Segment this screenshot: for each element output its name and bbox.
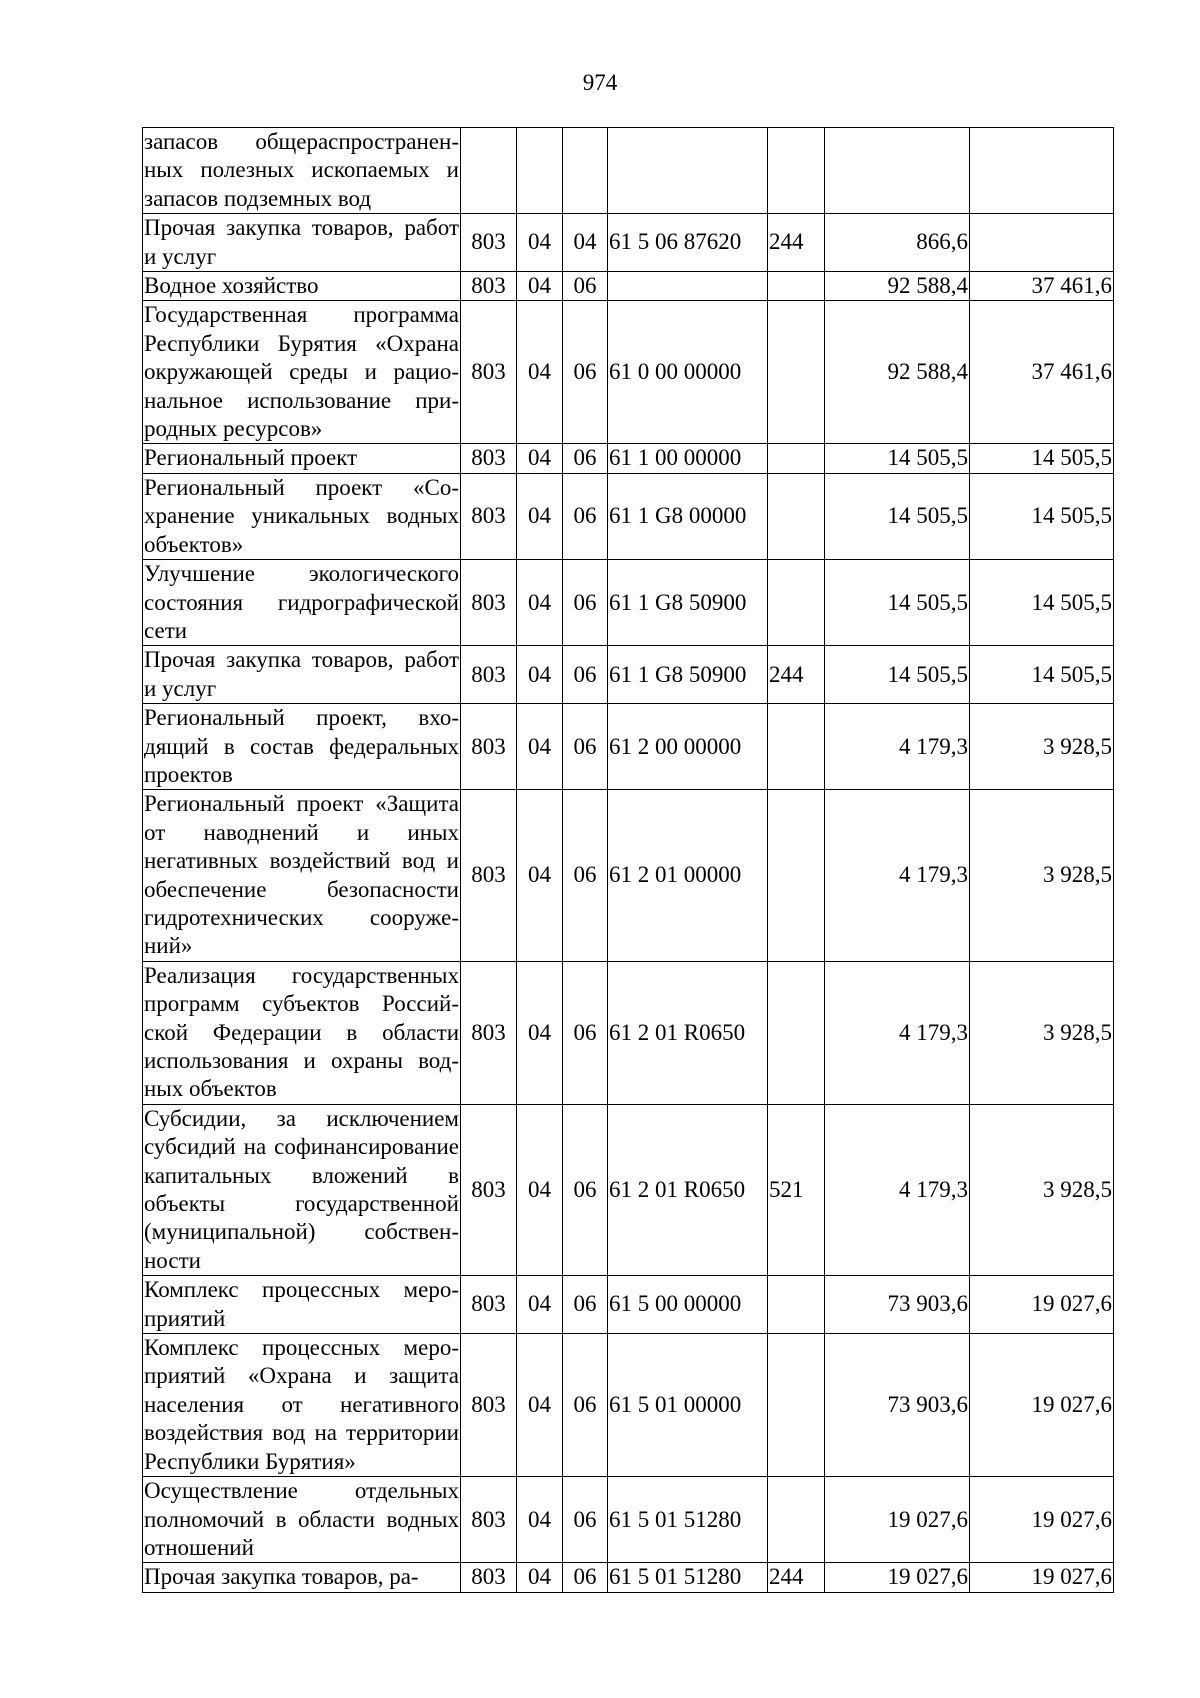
table-row [143,301,1114,444]
table-row [143,704,1114,790]
row-name: Комплекс процессных мероприятий «Охрана и защита населения от негативного воздействия вод на территории Республики Бурятия» [143,1334,461,1477]
row-vr [768,128,825,214]
row-sum-1: 4 179,3 [825,790,970,961]
row-pr [563,128,608,214]
row-rz: 04 [517,1276,563,1334]
table-row [143,1334,1114,1477]
row-sum-1: 14 505,5 [825,473,970,559]
row-sum-2 [970,128,1114,214]
row-sum-2: 14 505,5 [970,560,1114,646]
row-rz: 04 [517,272,563,301]
table-row [143,1104,1114,1275]
row-sum-2: 14 505,5 [970,444,1114,473]
row-pr: 04 [563,214,608,272]
table-row [143,560,1114,646]
row-gr: 803 [461,704,517,790]
row-gr: 803 [461,301,517,444]
row-sum-2: 19 027,6 [970,1477,1114,1563]
row-vr [768,1477,825,1563]
row-sum-1: 4 179,3 [825,704,970,790]
row-pr: 06 [563,272,608,301]
row-name: Региональный проект «Защита от наводнений и иных негативных воздействий вод и обеспечение безопасности гидротехнических сооружений» [143,790,461,961]
row-rz: 04 [517,301,563,444]
table-row [143,444,1114,473]
row-csr: 61 5 01 51280 [608,1563,768,1592]
row-csr: 61 1 G8 50900 [608,560,768,646]
row-name: Прочая закупка товаров, работ и услуг [143,214,461,272]
row-pr: 06 [563,1104,608,1275]
row-rz: 04 [517,646,563,704]
row-csr: 61 1 00 00000 [608,444,768,473]
row-sum-1: 4 179,3 [825,1104,970,1275]
row-vr [768,961,825,1104]
table-row [143,1563,1114,1592]
row-gr: 803 [461,1104,517,1275]
page-number: 974 [582,70,618,95]
row-sum-2: 3 928,5 [970,704,1114,790]
row-gr: 803 [461,473,517,559]
row-gr: 803 [461,1563,517,1592]
row-name: Региональный проект [143,444,461,473]
row-name: Государственная программа Республики Бурятия «Охрана окружающей среды и рациональное использование природных ресурсов» [143,301,461,444]
row-name: Реализация государственных программ субъектов Российской Федерации в области использования и охраны водных объектов [143,961,461,1104]
row-pr: 06 [563,1276,608,1334]
row-vr [768,473,825,559]
row-sum-1: 19 027,6 [825,1563,970,1592]
row-pr: 06 [563,560,608,646]
row-vr [768,444,825,473]
row-pr: 06 [563,790,608,961]
row-csr: 61 2 00 00000 [608,704,768,790]
row-pr: 06 [563,1563,608,1592]
row-pr: 06 [563,646,608,704]
row-vr: 521 [768,1104,825,1275]
row-gr: 803 [461,272,517,301]
row-pr: 06 [563,1477,608,1563]
row-sum-1: 4 179,3 [825,961,970,1104]
table-row [143,1276,1114,1334]
row-sum-2: 19 027,6 [970,1563,1114,1592]
row-rz: 04 [517,560,563,646]
row-rz [517,128,563,214]
row-sum-2: 37 461,6 [970,272,1114,301]
row-sum-1 [825,128,970,214]
row-pr: 06 [563,473,608,559]
row-vr [768,790,825,961]
row-name: Улучшение экологического состояния гидрографической сети [143,560,461,646]
row-csr: 61 2 01 00000 [608,790,768,961]
row-rz: 04 [517,1563,563,1592]
row-name: Прочая закупка товаров, ра- [143,1563,461,1592]
row-csr [608,128,768,214]
row-name: Осуществление отдельных полномочий в области водных отношений [143,1477,461,1563]
row-sum-1: 73 903,6 [825,1276,970,1334]
table-body [143,128,1114,1593]
row-csr: 61 2 01 R0650 [608,1104,768,1275]
row-rz: 04 [517,1104,563,1275]
row-csr: 61 1 G8 50900 [608,646,768,704]
row-vr [768,1276,825,1334]
row-csr: 61 5 06 87620 [608,214,768,272]
row-vr [768,560,825,646]
row-sum-1: 14 505,5 [825,444,970,473]
row-sum-1: 73 903,6 [825,1334,970,1477]
row-sum-1: 14 505,5 [825,560,970,646]
row-gr: 803 [461,1276,517,1334]
row-sum-1: 92 588,4 [825,301,970,444]
row-rz: 04 [517,790,563,961]
table-row [143,646,1114,704]
row-name: Водное хозяйство [143,272,461,301]
row-sum-2 [970,214,1114,272]
row-sum-2: 19 027,6 [970,1334,1114,1477]
row-sum-2: 3 928,5 [970,961,1114,1104]
row-sum-1: 92 588,4 [825,272,970,301]
row-rz: 04 [517,444,563,473]
row-gr: 803 [461,1477,517,1563]
row-gr: 803 [461,790,517,961]
row-gr: 803 [461,214,517,272]
row-vr: 244 [768,214,825,272]
row-rz: 04 [517,704,563,790]
row-rz: 04 [517,1334,563,1477]
row-pr: 06 [563,961,608,1104]
row-name: Комплекс процессных мероприятий [143,1276,461,1334]
row-vr [768,1334,825,1477]
row-pr: 06 [563,1334,608,1477]
table-row [143,272,1114,301]
table-row [143,128,1114,214]
row-gr: 803 [461,444,517,473]
row-gr: 803 [461,961,517,1104]
row-gr [461,128,517,214]
row-name: Прочая закупка товаров, работ и услуг [143,646,461,704]
row-rz: 04 [517,473,563,559]
row-name: Региональный проект, входящий в состав федеральных проектов [143,704,461,790]
row-name: Региональный проект «Сохранение уникальных водных объектов» [143,473,461,559]
row-rz: 04 [517,214,563,272]
row-sum-2: 14 505,5 [970,646,1114,704]
row-rz: 04 [517,961,563,1104]
row-csr: 61 0 00 00000 [608,301,768,444]
table-row [143,961,1114,1104]
row-csr [608,272,768,301]
row-csr: 61 5 01 00000 [608,1334,768,1477]
row-sum-1: 19 027,6 [825,1477,970,1563]
row-pr: 06 [563,444,608,473]
row-sum-2: 37 461,6 [970,301,1114,444]
table-row [143,473,1114,559]
row-gr: 803 [461,646,517,704]
row-vr: 244 [768,646,825,704]
row-pr: 06 [563,301,608,444]
row-sum-2: 3 928,5 [970,1104,1114,1275]
budget-table [142,127,1114,1593]
row-sum-1: 866,6 [825,214,970,272]
table-row [143,1477,1114,1563]
row-vr [768,704,825,790]
row-vr [768,301,825,444]
row-csr: 61 5 00 00000 [608,1276,768,1334]
row-sum-1: 14 505,5 [825,646,970,704]
row-csr: 61 5 01 51280 [608,1477,768,1563]
row-sum-2: 3 928,5 [970,790,1114,961]
row-gr: 803 [461,1334,517,1477]
row-sum-2: 14 505,5 [970,473,1114,559]
row-csr: 61 1 G8 00000 [608,473,768,559]
row-name: Субсидии, за исключением субсидий на софинансирование капитальных вложений в объекты государственной (муниципальной) собственности [143,1104,461,1275]
row-rz: 04 [517,1477,563,1563]
table-row [143,790,1114,961]
row-vr [768,272,825,301]
row-pr: 06 [563,704,608,790]
row-gr: 803 [461,560,517,646]
row-vr: 244 [768,1563,825,1592]
row-name: запасов общераспространенных полезных ископаемых и запасов подземных вод [143,128,461,214]
row-sum-2: 19 027,6 [970,1276,1114,1334]
row-csr: 61 2 01 R0650 [608,961,768,1104]
table-row [143,214,1114,272]
